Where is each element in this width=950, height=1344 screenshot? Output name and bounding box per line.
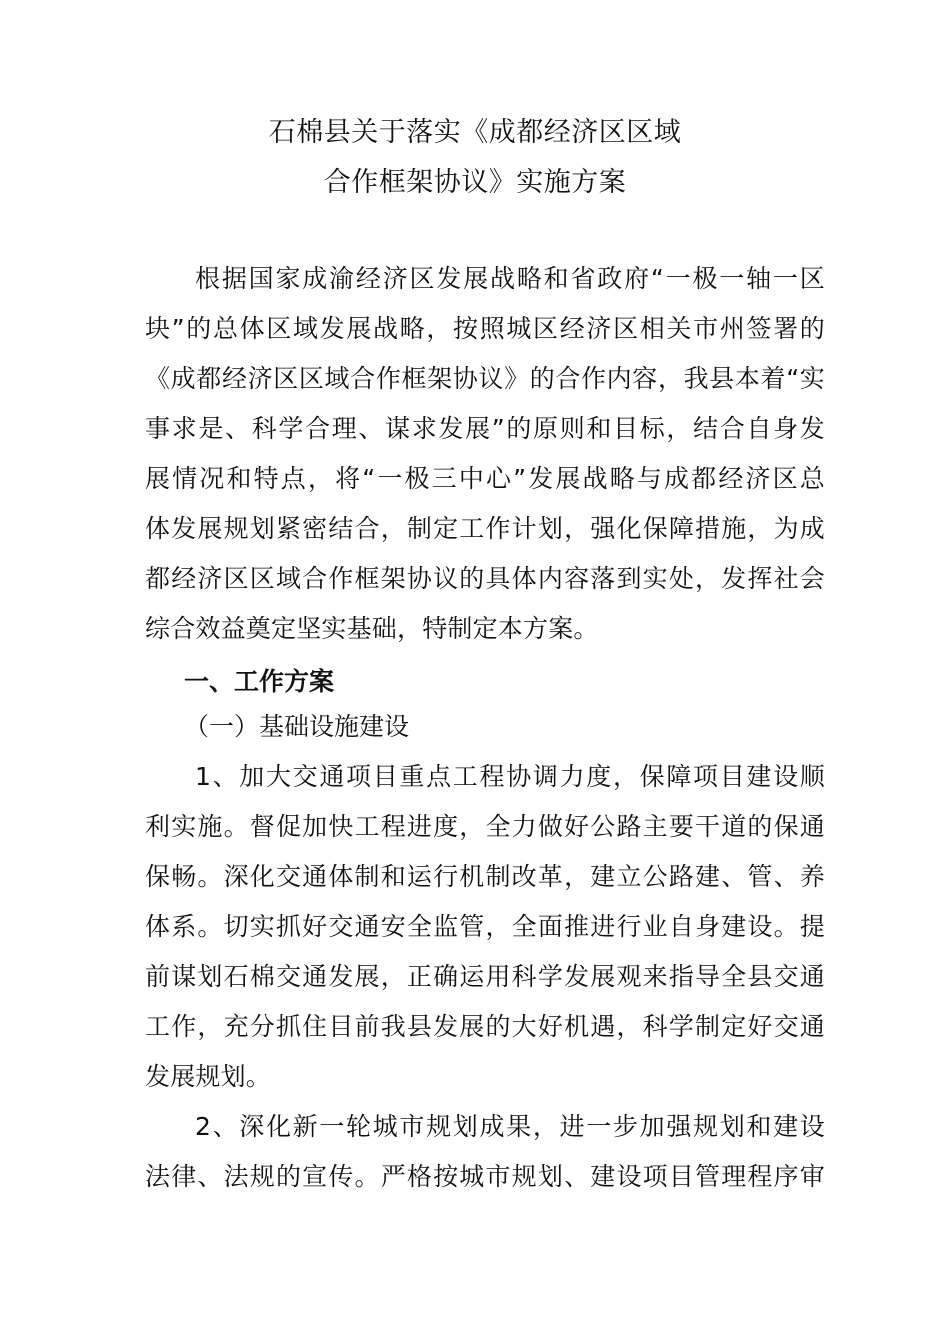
item-1-line: 1、加大交通项目重点工程协调力度，保障项目建设顺 xyxy=(195,762,825,791)
item-1-line: 保畅。深化交通体制和运行机制改革，建立公路建、管、养 xyxy=(145,862,825,891)
item-1-line: 利实施。督促加快工程进度，全力做好公路主要干道的保通 xyxy=(145,812,825,841)
item-1-line: 发展规划。 xyxy=(145,1062,272,1091)
item-1-line: 工作，充分抓住目前我县发展的大好机遇，科学制定好交通 xyxy=(145,1012,825,1041)
item-1-line: 体系。切实抓好交通安全监管，全面推进行业自身建设。提 xyxy=(145,912,825,941)
document-title-line-1: 石棉县关于落实《成都经济区区域 xyxy=(268,117,682,148)
item-2-line: 2、深化新一轮城市规划成果，进一步加强规划和建设 xyxy=(195,1112,825,1141)
intro-line: 《成都经济区区域合作框架协议》的合作内容，我县本着“实 xyxy=(145,364,825,393)
item-2-line: 法律、法规的宣传。严格按城市规划、建设项目管理程序审 xyxy=(145,1162,825,1191)
document-title-line-2: 合作框架协议》实施方案 xyxy=(323,167,627,198)
intro-line: 事求是、科学合理、谋求发展”的原则和目标，结合自身发 xyxy=(145,414,825,443)
intro-line: 块”的总体区域发展战略，按照城区经济区相关市州签署的 xyxy=(145,314,825,343)
subsection-heading: （一）基础设施建设 xyxy=(184,712,410,741)
intro-line: 根据国家成渝经济区发展战略和省政府“一极一轴一区 xyxy=(195,264,825,293)
intro-line: 都经济区区域合作框架协议的具体内容落到实处，发挥社会 xyxy=(145,564,825,593)
item-1-line: 前谋划石棉交通发展，正确运用科学发展观来指导全县交通 xyxy=(145,962,825,991)
intro-line: 体发展规划紧密结合，制定工作计划，强化保障措施，为成 xyxy=(145,514,825,543)
intro-line: 综合效益奠定坚实基础，特制定本方案。 xyxy=(145,614,599,643)
section-heading: 一、工作方案 xyxy=(184,667,335,696)
intro-line: 展情况和特点，将“一极三中心”发展战略与成都经济区总 xyxy=(145,464,825,493)
